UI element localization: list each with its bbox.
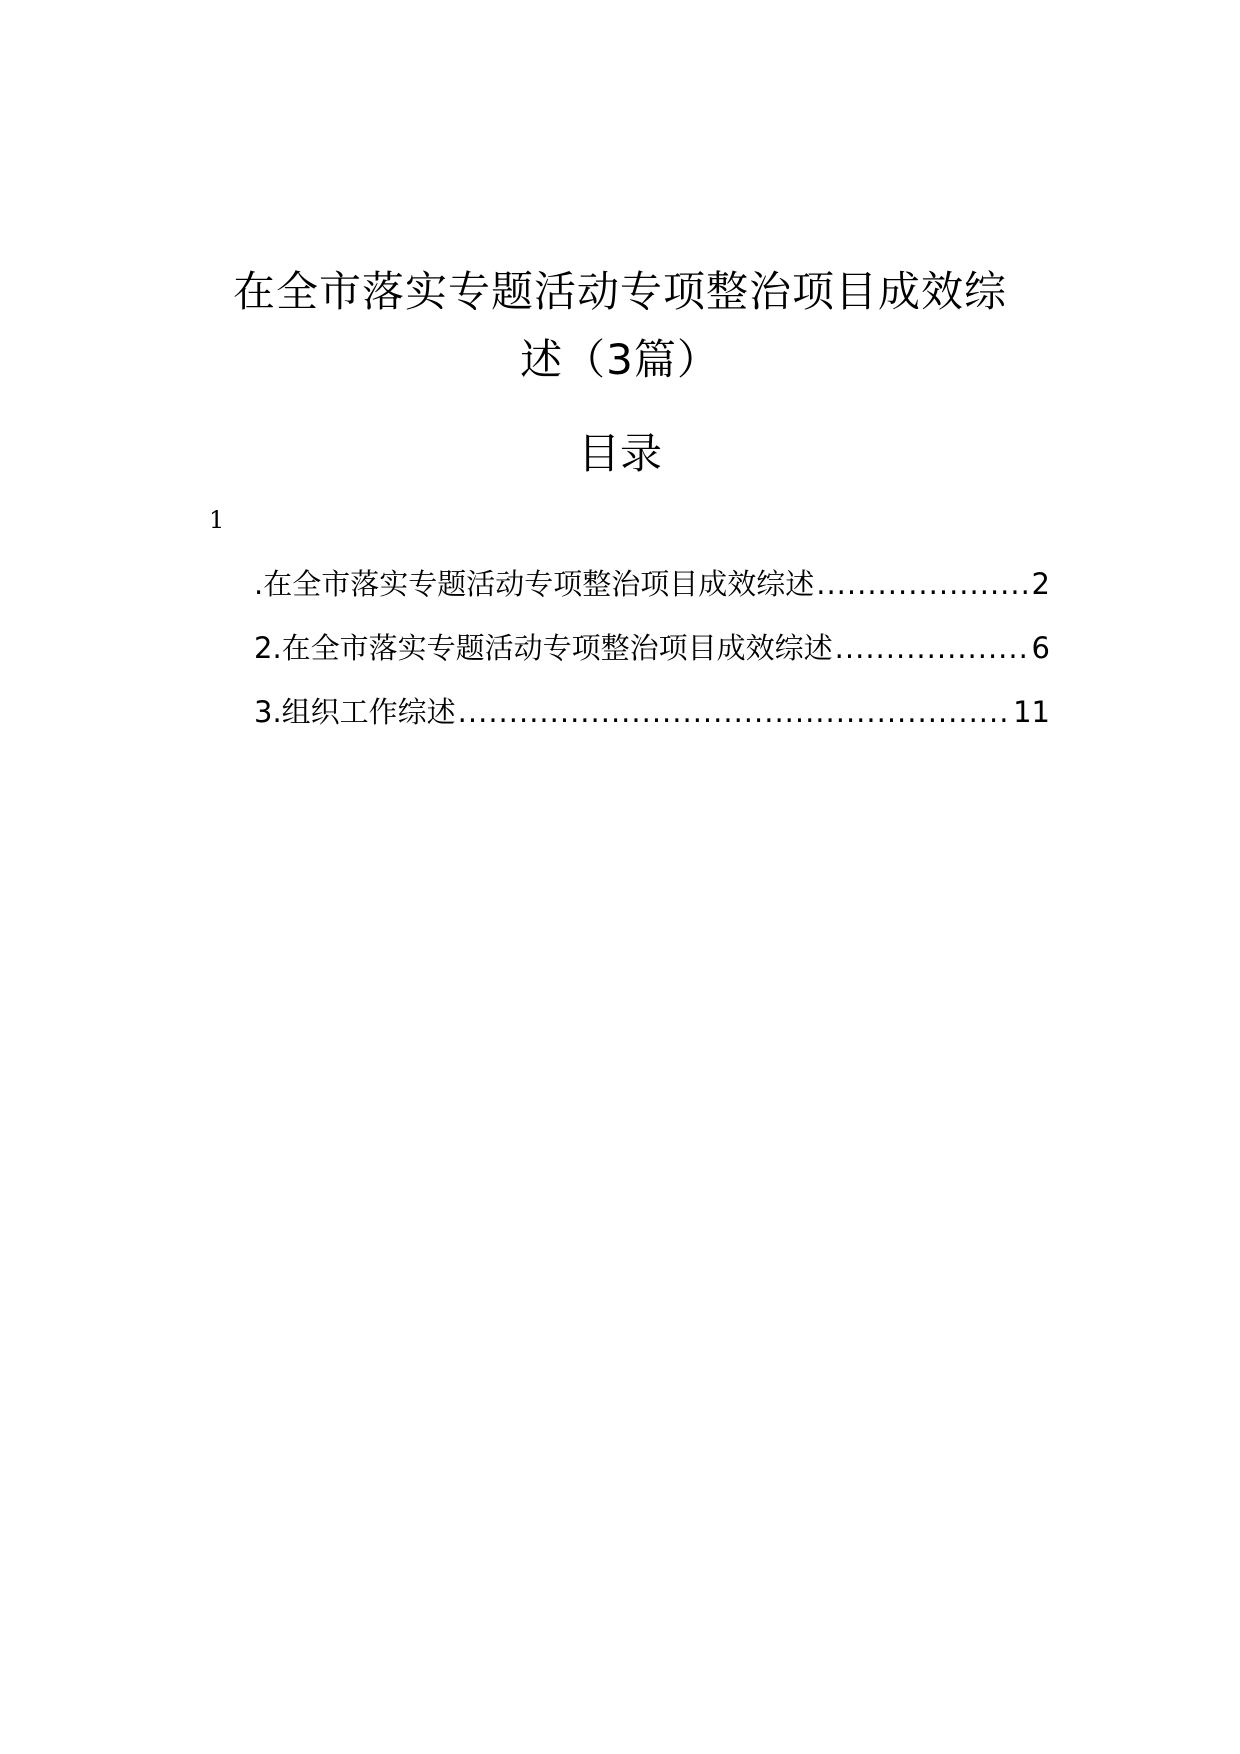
toc-entry-label: .在全市落实专题活动专项整治项目成效综述 [254,567,815,601]
toc-entry-1[interactable] [254,560,1050,624]
title-line-2: 述（3篇） [520,335,720,385]
toc-leader-dots [816,560,1029,608]
document-title [200,258,1040,394]
toc-leader-dots [835,624,1030,672]
toc-page-number: 2 [1031,567,1050,601]
toc-stray-number: 1 [209,506,225,534]
toc-entry-2[interactable] [254,624,1050,688]
title-line-1: 在全市落实专题活动专项整治项目成效综 [232,267,1007,317]
toc-heading: 目录 [577,429,662,478]
table-of-contents [254,560,1050,752]
toc-page-number: 11 [1013,695,1050,729]
toc-leader-dots [458,688,1011,736]
toc-entry-label: 3.组织工作综述 [254,695,456,729]
toc-page-number: 6 [1031,631,1050,665]
toc-entry-3[interactable] [254,688,1050,752]
toc-entry-label: 2.在全市落实专题活动专项整治项目成效综述 [254,631,833,665]
